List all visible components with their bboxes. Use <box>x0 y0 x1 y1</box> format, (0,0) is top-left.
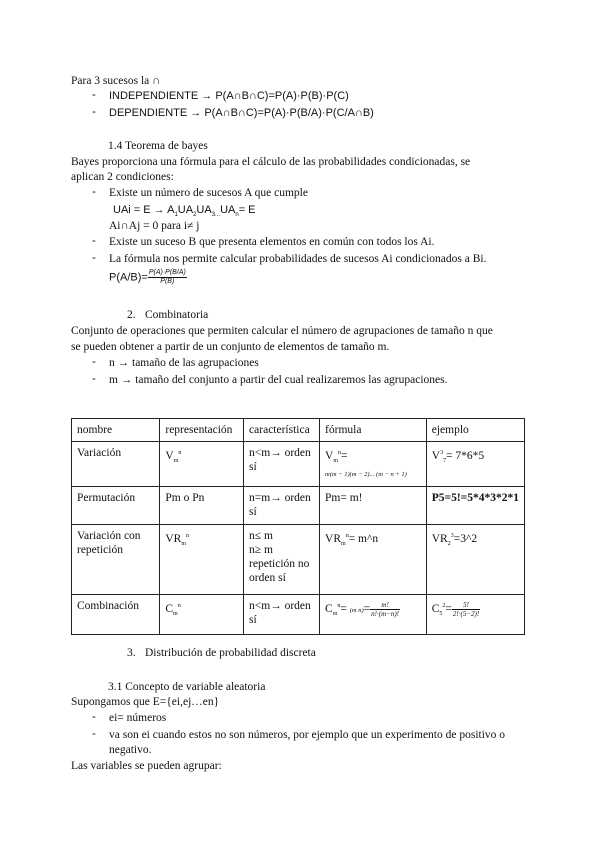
combinatoria-heading-number: 2. <box>127 309 136 321</box>
cell-caracteristica: n≤ m n≥ m repetición no orden sí <box>244 525 320 595</box>
table-row <box>72 525 525 595</box>
distribucion-para2: Las variables se pueden agrupar: <box>71 760 222 772</box>
cell-representacion: Pm o Pn <box>160 487 244 525</box>
bullet-dash: - <box>92 711 96 723</box>
cell-caracteristica: n<m→ orden sí <box>244 595 320 635</box>
table-header: fórmula <box>320 419 427 442</box>
table-header: nombre <box>72 419 160 442</box>
table-row <box>72 595 525 635</box>
table-header: ejemplo <box>426 419 524 442</box>
cell-caracteristica: n<m→ orden sí <box>244 442 320 487</box>
bullet-dash: - <box>92 186 96 198</box>
bayes-item-1: Existe un número de sucesos A que cumple <box>109 187 308 199</box>
bayes-disjoint-formula: Ai∩Aj = 0 para i≠ j <box>109 220 200 232</box>
cell-ejemplo: $VR_2^3=3\^{}2$ <box>426 525 524 595</box>
combinatoria-item-m: m → tamaño del conjunto a partir del cual realizaremos las agrupaciones. <box>109 374 448 386</box>
cell-representacion: $V_m^n$ <box>160 442 244 487</box>
cell-formula: $VR_m^n=$ m^n <box>320 525 427 595</box>
table-header: característica <box>244 419 320 442</box>
bullet-dash: - <box>92 728 96 740</box>
variable-aleatoria-heading: 3.1 Concepto de variable aleatoria <box>108 681 266 693</box>
distribucion-para1: Supongamos que E={ei,ej…en} <box>71 696 220 708</box>
bullet-dash: - <box>92 235 96 247</box>
table-row <box>72 442 525 487</box>
combinatoria-para-line1: Conjunto de operaciones que permiten calcular el número de agrupaciones de tamaño n que <box>71 325 493 337</box>
bayes-item-3: La fórmula nos permite calcular probabilidades de sucesos Ai condicionados a Bi. <box>109 253 487 265</box>
cell-representacion: $VR_m^n$ <box>160 525 244 595</box>
bullet-dash: - <box>92 373 96 385</box>
bullet-dash: - <box>92 106 96 118</box>
bullet-dash: - <box>92 89 96 101</box>
combinatoria-heading: Combinatoria <box>145 309 209 321</box>
bayes-formula: P(A/B)= $\frac{P(A)\cdot P(B/A)}{P(B)}$ <box>109 269 186 285</box>
table-header: representación <box>160 419 244 442</box>
intro-item-dependiente: DEPENDIENTE → P(A∩B∩C)=P(A)·P(B/A)·P(C/A∩B) <box>109 107 374 119</box>
distribucion-item-2-cont: negativo. <box>109 744 152 756</box>
bayes-para-line2: aplican 2 condiciones: <box>71 171 174 183</box>
distribucion-item-1: ei= números <box>109 712 167 724</box>
distribucion-heading-number: 3. <box>127 647 136 659</box>
bayes-union-formula: UAi = $E \to A_1UA_2UA_{3...}UA_n= E$ <box>113 204 256 219</box>
distribucion-item-2: va son ei cuando estos no son números, por ejemplo que un experimento de positivo o <box>109 729 506 741</box>
intro-item-independiente: INDEPENDIENTE → P(A∩B∩C)=P(A)·P(B)·P(C) <box>109 90 349 102</box>
bayes-item-2: Existe un suceso B que presenta elementos en común con todos los Ai. <box>109 236 435 248</box>
cell-nombre: Variación <box>72 442 160 487</box>
table-row <box>72 487 525 525</box>
combinatoria-para-line2: se pueden obtener a partir de un conjunto de elementos de tamaño m. <box>71 341 390 353</box>
intro-line: Para 3 sucesos la ∩ <box>71 75 161 87</box>
cell-caracteristica: n=m→ orden sí <box>244 487 320 525</box>
cell-ejemplo: P5=5!=5*4*3*2*1 <box>426 487 524 525</box>
table-header-row <box>72 419 525 442</box>
cell-formula: Pm= m! <box>320 487 427 525</box>
bullet-dash: - <box>92 252 96 264</box>
combinatoria-table <box>71 418 525 635</box>
cell-ejemplo: $V^3_7= 7*6*5$ <box>426 442 524 487</box>
cell-nombre: Variación con repetición <box>72 525 160 595</box>
cell-nombre: Combinación <box>72 595 160 635</box>
distribucion-heading: Distribución de probabilidad discreta <box>145 647 316 659</box>
bayes-para-line1: Bayes proporciona una fórmula para el cálculo de las probabilidades condicionadas, se <box>71 156 471 168</box>
combinatoria-item-n: n → tamaño de las agrupaciones <box>109 357 259 369</box>
cell-representacion: $C_m^n$ <box>160 595 244 635</box>
cell-nombre: Permutación <box>72 487 160 525</box>
bullet-dash: - <box>92 356 96 368</box>
bayes-heading: 1.4 Teorema de bayes <box>108 140 208 152</box>
cell-ejemplo: $C_5^2=$ $\frac{5!}{2!\cdot(5-2)!}$ <box>426 595 524 635</box>
cell-formula: $V_m^n=$ m(m − 1)(m − 2)... (m − n + 1) <box>320 442 427 487</box>
cell-formula: $C_m^n= (m$ n)= $\frac{m!}{n!\cdot(m-n)!}$ <box>320 595 427 635</box>
